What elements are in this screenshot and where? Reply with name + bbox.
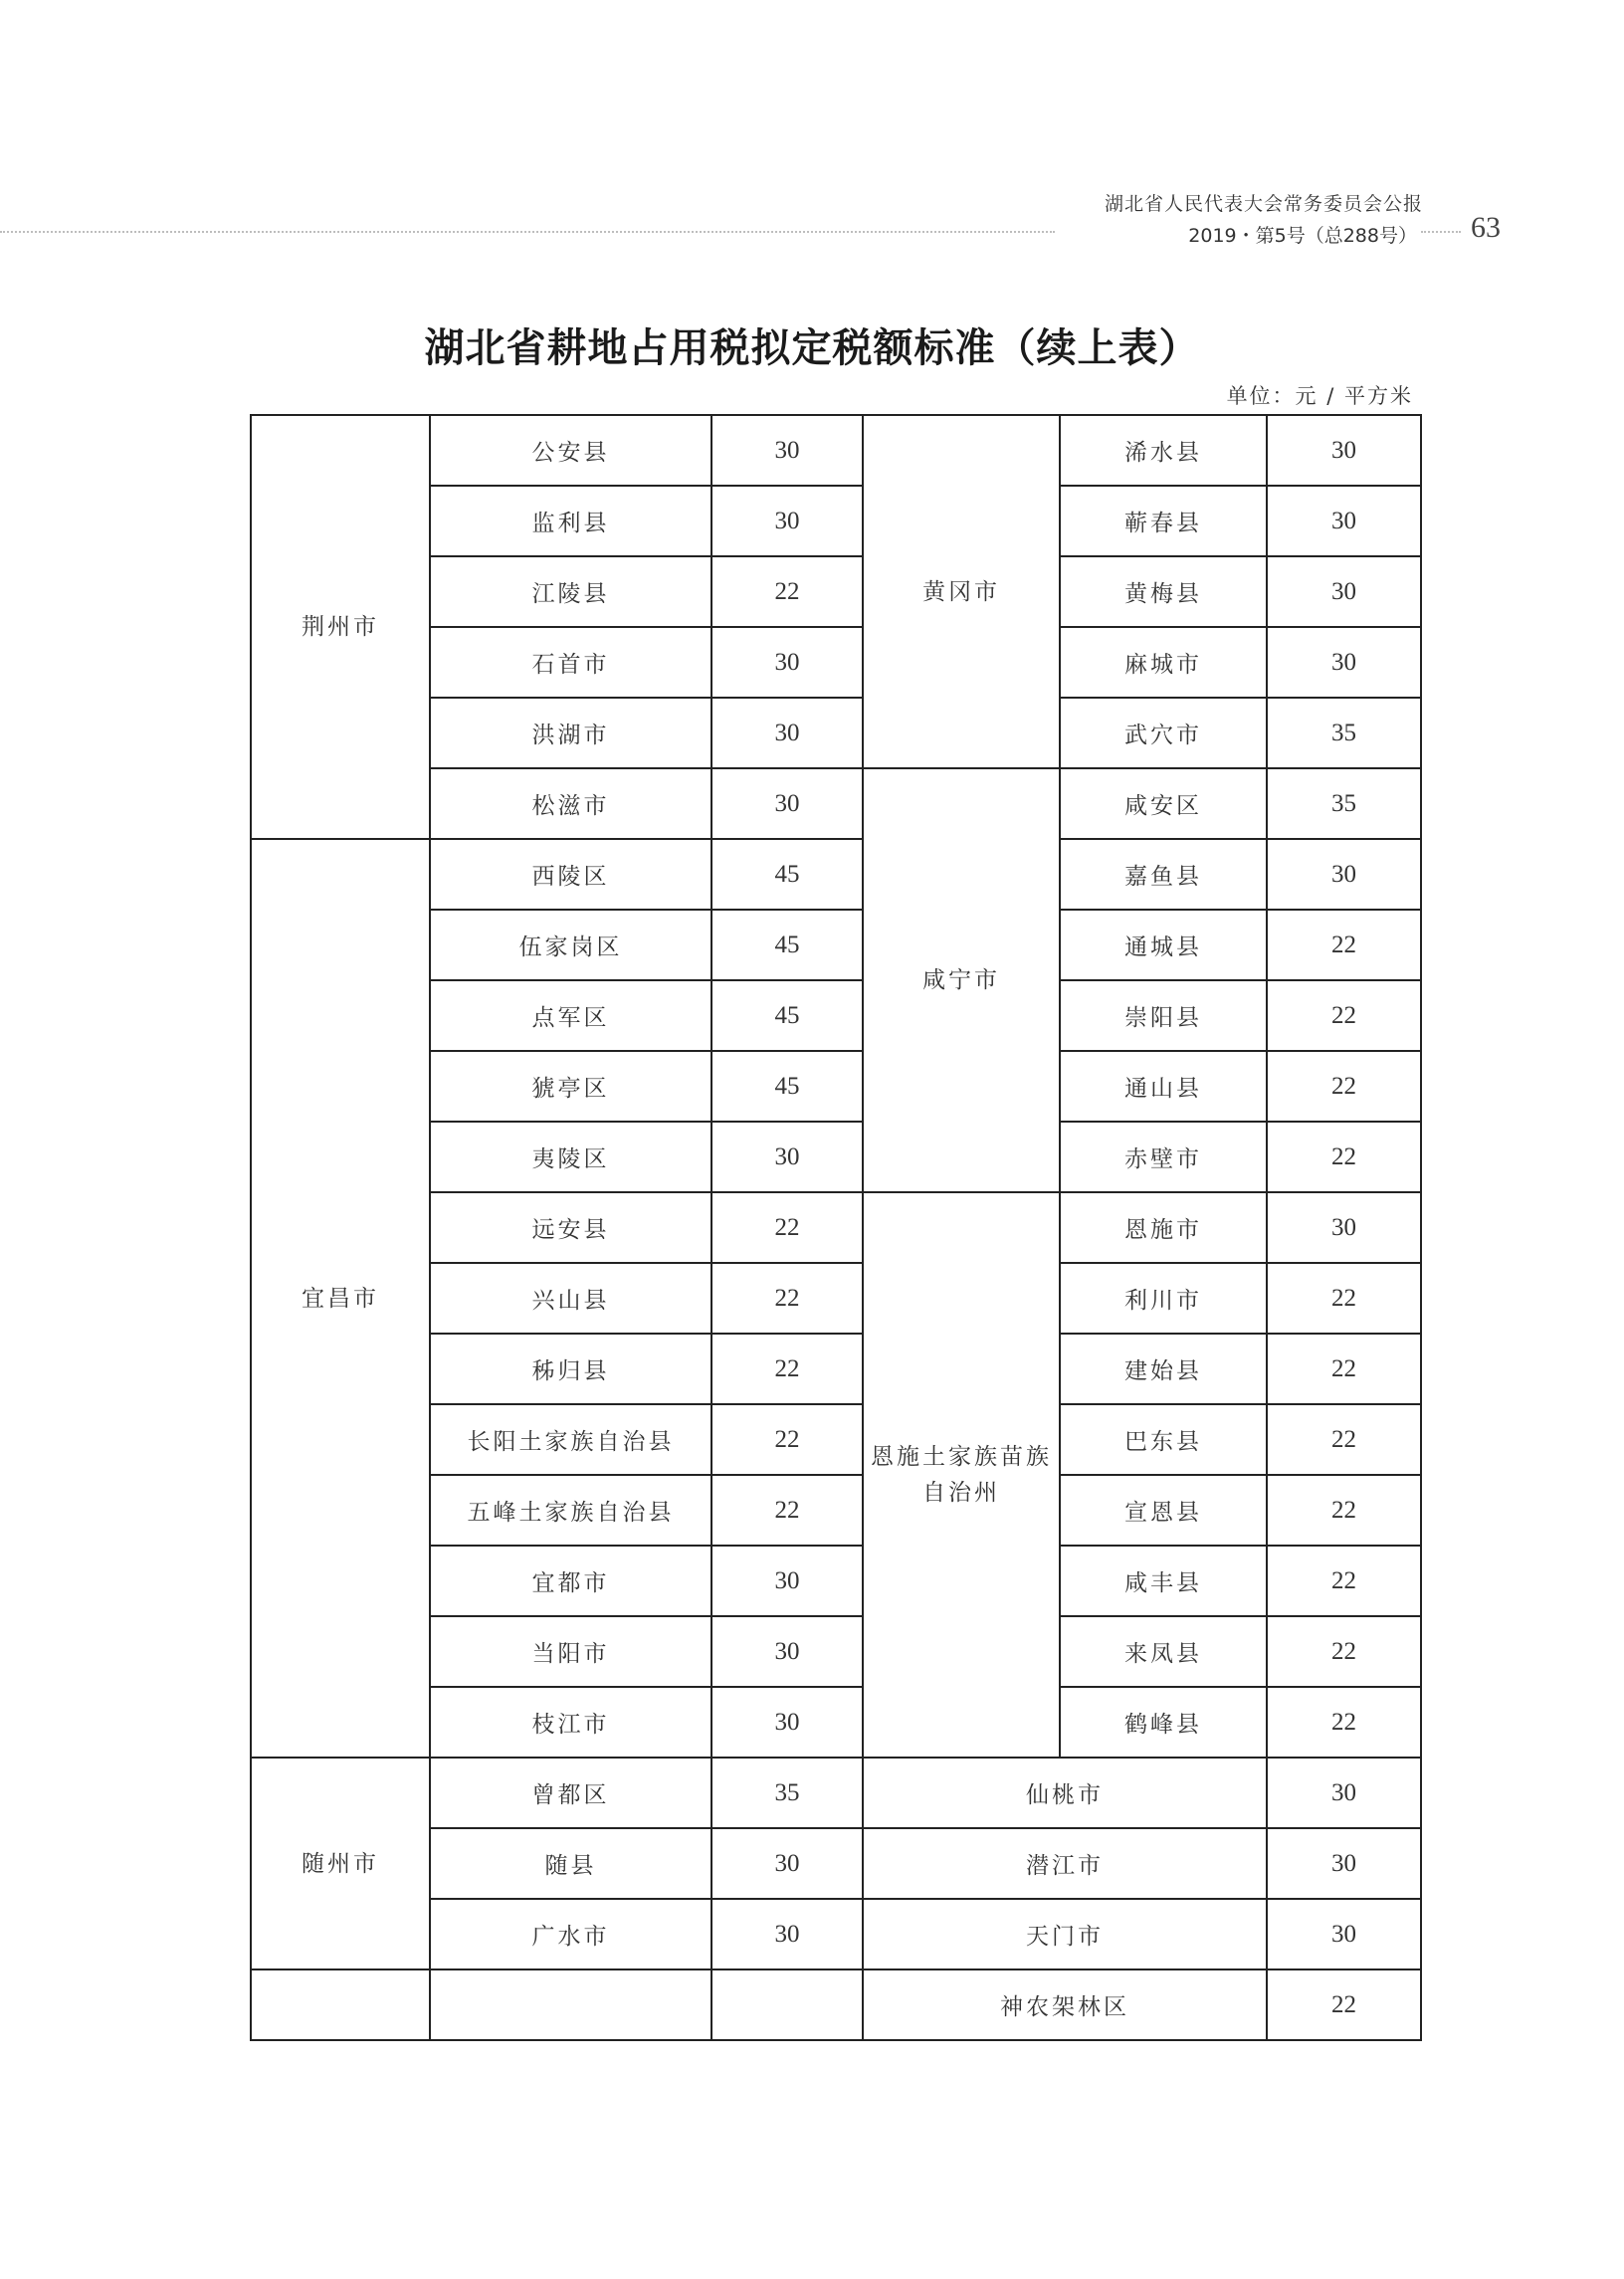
group-jingzhou: 荆州市 bbox=[251, 415, 430, 839]
county-cell: 浠水县 bbox=[1060, 415, 1267, 486]
page-title: 湖北省耕地占用税拟定税额标准（续上表） bbox=[424, 324, 1200, 371]
rate-cell: 30 bbox=[711, 1687, 863, 1758]
county-cell: 巴东县 bbox=[1060, 1404, 1267, 1475]
group-huanggang: 黄冈市 bbox=[863, 415, 1060, 768]
header-issue: 2019・第5号（总288号） bbox=[1188, 225, 1417, 247]
empty-cell bbox=[430, 1969, 711, 2040]
county-cell: 崇阳县 bbox=[1060, 980, 1267, 1051]
rate-cell: 22 bbox=[1267, 1475, 1421, 1546]
header-dotted-rule-right bbox=[1421, 231, 1461, 233]
county-cell: 来凤县 bbox=[1060, 1616, 1267, 1687]
direct-city-cell: 天门市 bbox=[863, 1899, 1267, 1969]
county-cell: 远安县 bbox=[430, 1192, 711, 1263]
group-enshi-label: 恩施土家族苗族自治州 bbox=[871, 1444, 1052, 1506]
rate-cell: 30 bbox=[711, 627, 863, 698]
rate-cell: 22 bbox=[1267, 1051, 1421, 1122]
county-cell: 曾都区 bbox=[430, 1758, 711, 1828]
rate-cell: 22 bbox=[1267, 1616, 1421, 1687]
group-yichang: 宜昌市 bbox=[251, 839, 430, 1758]
direct-city-cell: 仙桃市 bbox=[863, 1758, 1267, 1828]
county-cell: 黄梅县 bbox=[1060, 556, 1267, 627]
county-cell: 伍家岗区 bbox=[430, 910, 711, 980]
county-cell: 公安县 bbox=[430, 415, 711, 486]
rate-cell: 30 bbox=[1267, 415, 1421, 486]
county-cell: 麻城市 bbox=[1060, 627, 1267, 698]
rate-cell: 22 bbox=[711, 556, 863, 627]
rate-cell: 22 bbox=[711, 1263, 863, 1334]
county-cell: 夷陵区 bbox=[430, 1122, 711, 1192]
tax-rate-table bbox=[250, 414, 1422, 2041]
county-cell: 江陵县 bbox=[430, 556, 711, 627]
rate-cell: 45 bbox=[711, 839, 863, 910]
rate-cell: 30 bbox=[711, 1616, 863, 1687]
rate-cell: 30 bbox=[1267, 1758, 1421, 1828]
group-enshi bbox=[863, 1192, 1060, 1758]
table-row bbox=[251, 839, 1421, 910]
county-cell: 蕲春县 bbox=[1060, 486, 1267, 556]
rate-cell: 30 bbox=[711, 1899, 863, 1969]
county-cell: 五峰土家族自治县 bbox=[430, 1475, 711, 1546]
county-cell: 猇亭区 bbox=[430, 1051, 711, 1122]
direct-city-cell: 神农架林区 bbox=[863, 1969, 1267, 2040]
empty-cell bbox=[251, 1969, 430, 2040]
rate-cell: 22 bbox=[1267, 1263, 1421, 1334]
county-cell: 鹤峰县 bbox=[1060, 1687, 1267, 1758]
county-cell: 枝江市 bbox=[430, 1687, 711, 1758]
unit-label: 单位：元 / 平方米 bbox=[1226, 384, 1413, 408]
rate-cell: 30 bbox=[711, 1828, 863, 1899]
rate-cell: 30 bbox=[711, 768, 863, 839]
rate-cell: 22 bbox=[1267, 1404, 1421, 1475]
header-dotted-rule-left bbox=[0, 231, 1055, 233]
header-publication: 湖北省人民代表大会常务委员会公报 bbox=[1104, 193, 1423, 215]
direct-city-cell: 潜江市 bbox=[863, 1828, 1267, 1899]
rate-cell: 22 bbox=[1267, 910, 1421, 980]
county-cell: 咸安区 bbox=[1060, 768, 1267, 839]
group-xianning: 咸宁市 bbox=[863, 768, 1060, 1192]
county-cell: 石首市 bbox=[430, 627, 711, 698]
rate-cell: 30 bbox=[711, 1546, 863, 1616]
group-suizhou: 随州市 bbox=[251, 1758, 430, 1969]
county-cell: 宣恩县 bbox=[1060, 1475, 1267, 1546]
county-cell: 当阳市 bbox=[430, 1616, 711, 1687]
rate-cell: 30 bbox=[1267, 1899, 1421, 1969]
rate-cell: 35 bbox=[711, 1758, 863, 1828]
rate-cell: 45 bbox=[711, 910, 863, 980]
rate-cell: 30 bbox=[711, 486, 863, 556]
rate-cell: 30 bbox=[1267, 556, 1421, 627]
rate-cell: 22 bbox=[1267, 1969, 1421, 2040]
rate-cell: 30 bbox=[1267, 486, 1421, 556]
rate-cell: 35 bbox=[1267, 768, 1421, 839]
county-cell: 咸丰县 bbox=[1060, 1546, 1267, 1616]
county-cell: 广水市 bbox=[430, 1899, 711, 1969]
rate-cell: 45 bbox=[711, 980, 863, 1051]
county-cell: 洪湖市 bbox=[430, 698, 711, 768]
rate-cell: 35 bbox=[1267, 698, 1421, 768]
county-cell: 武穴市 bbox=[1060, 698, 1267, 768]
county-cell: 利川市 bbox=[1060, 1263, 1267, 1334]
rate-cell: 30 bbox=[711, 415, 863, 486]
table-row bbox=[251, 415, 1421, 486]
county-cell: 长阳土家族自治县 bbox=[430, 1404, 711, 1475]
rate-cell: 22 bbox=[1267, 1122, 1421, 1192]
rate-cell: 30 bbox=[711, 1122, 863, 1192]
county-cell: 通城县 bbox=[1060, 910, 1267, 980]
county-cell: 恩施市 bbox=[1060, 1192, 1267, 1263]
rate-cell: 30 bbox=[1267, 627, 1421, 698]
county-cell: 嘉鱼县 bbox=[1060, 839, 1267, 910]
rate-cell: 22 bbox=[711, 1404, 863, 1475]
rate-cell: 30 bbox=[711, 698, 863, 768]
county-cell: 赤壁市 bbox=[1060, 1122, 1267, 1192]
rate-cell: 22 bbox=[1267, 1546, 1421, 1616]
rate-cell: 30 bbox=[1267, 839, 1421, 910]
county-cell: 通山县 bbox=[1060, 1051, 1267, 1122]
county-cell: 随县 bbox=[430, 1828, 711, 1899]
rate-cell: 22 bbox=[1267, 980, 1421, 1051]
rate-cell: 22 bbox=[711, 1475, 863, 1546]
rate-cell: 45 bbox=[711, 1051, 863, 1122]
empty-cell bbox=[711, 1969, 863, 2040]
county-cell: 点军区 bbox=[430, 980, 711, 1051]
county-cell: 建始县 bbox=[1060, 1334, 1267, 1404]
table-row bbox=[251, 1758, 1421, 1828]
county-cell: 兴山县 bbox=[430, 1263, 711, 1334]
county-cell: 秭归县 bbox=[430, 1334, 711, 1404]
rate-cell: 22 bbox=[1267, 1334, 1421, 1404]
page-number: 63 bbox=[1471, 211, 1501, 244]
rate-cell: 22 bbox=[1267, 1687, 1421, 1758]
county-cell: 监利县 bbox=[430, 486, 711, 556]
rate-cell: 30 bbox=[1267, 1192, 1421, 1263]
county-cell: 西陵区 bbox=[430, 839, 711, 910]
rate-cell: 22 bbox=[711, 1192, 863, 1263]
table-row bbox=[251, 1969, 1421, 2040]
county-cell: 宜都市 bbox=[430, 1546, 711, 1616]
rate-cell: 30 bbox=[1267, 1828, 1421, 1899]
county-cell: 松滋市 bbox=[430, 768, 711, 839]
rate-cell: 22 bbox=[711, 1334, 863, 1404]
